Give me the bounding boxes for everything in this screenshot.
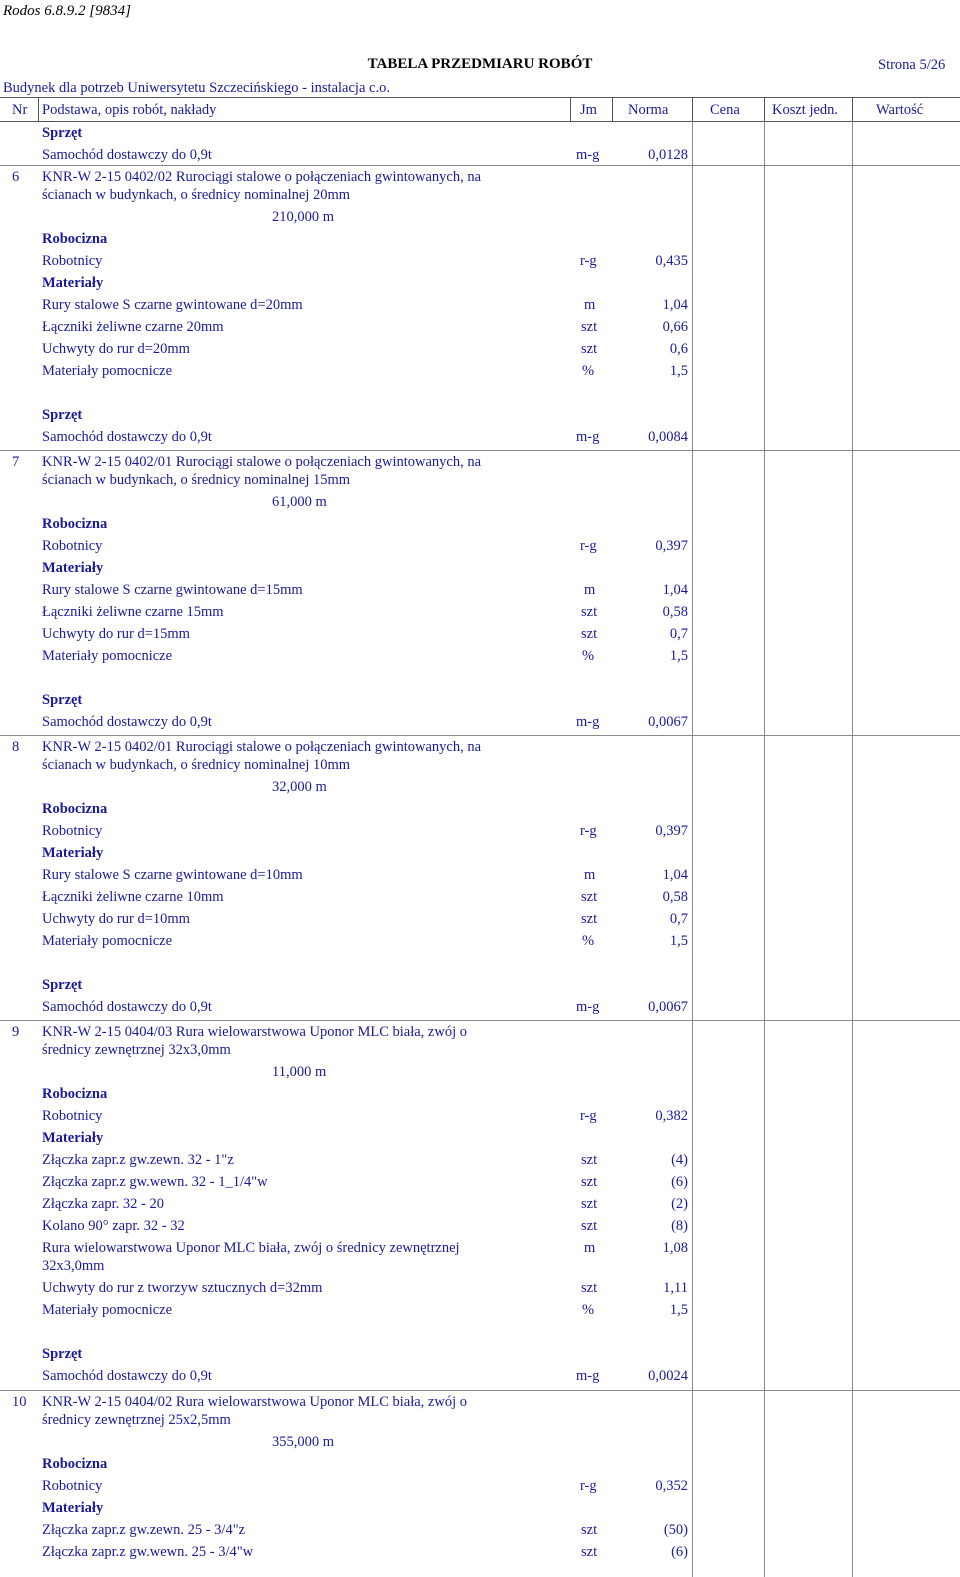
material-jm: % [582,363,595,379]
section-sprzet: Sprzęt [42,692,83,708]
col-sep-cena [692,121,693,1577]
material-name: Uchwyty do rur z tworzyw sztucznych d=32mm [42,1280,323,1296]
material-norma: (8) [671,1218,688,1234]
material-name: Złączka zapr. 32 - 20 [42,1196,164,1212]
material-jm: szt [581,319,598,335]
material-name: Materiały pomocnicze [42,933,173,949]
header-sep [570,97,571,121]
material-jm: szt [581,341,598,357]
eq-item: Samochód dostawczy do 0,9t [42,999,212,1015]
material-name: Łączniki żeliwne czarne 20mm [42,319,224,335]
material-jm: szt [581,1174,598,1190]
material-norma: (6) [671,1544,688,1560]
labor-jm: r-g [580,823,597,839]
eq-jm: m-g [576,147,600,163]
material-norma: 0,6 [669,341,688,357]
material-norma: 1,04 [662,297,688,313]
section-robocizna: Robocizna [42,516,108,532]
header-sep [692,97,693,121]
section-materialy: Materiały [42,1130,104,1146]
material-norma: 0,7 [669,626,688,642]
labor-norma: 0,382 [655,1108,688,1124]
col-cena: Cena [710,102,740,118]
material-jm: % [582,648,595,664]
position-rule [0,1390,960,1391]
document-title: TABELA PRZEDMIARU ROBÓT [367,56,593,72]
header-sep [852,97,853,121]
material-name-cont: 32x3,0mm [42,1258,105,1274]
position-desc-line2: ścianach w budynkach, o średnicy nominalnej 10mm [42,757,351,773]
eq-jm: m-g [576,1368,600,1384]
header-top-rule [0,97,960,98]
section-robocizna: Robocizna [42,1086,108,1102]
position-quantity: 61,000 m [272,494,327,510]
labor-item: Robotnicy [42,823,103,839]
labor-norma: 0,352 [655,1478,688,1494]
material-jm: szt [581,911,598,927]
material-norma: 1,04 [662,582,688,598]
eq-jm: m-g [576,429,600,445]
col-nr: Nr [12,102,28,118]
col-koszt: Koszt jedn. [772,102,839,118]
material-norma: (6) [671,1174,688,1190]
col-jm: Jm [580,102,597,118]
material-norma: 1,5 [669,363,688,379]
position-number: 7 [12,454,20,470]
material-jm: m [584,867,596,883]
position-desc-line1: KNR-W 2-15 0402/01 Rurociągi stalowe o połączeniach gwintowanych, na [42,739,482,755]
labor-jm: r-g [580,1108,597,1124]
eq-norma: 0,0128 [648,147,688,163]
section-robocizna: Robocizna [42,801,108,817]
material-name: Złączka zapr.z gw.zewn. 25 - 3/4"z [42,1522,246,1538]
position-rule [0,735,960,736]
position-quantity: 210,000 m [272,209,335,225]
material-name: Rura wielowarstwowa Uponor MLC biała, zwój o średnicy zewnętrznej [42,1240,460,1256]
material-norma: 0,58 [662,889,688,905]
material-name: Uchwyty do rur d=15mm [42,626,190,642]
section-sprzet: Sprzęt [42,977,83,993]
material-norma: 1,5 [669,648,688,664]
material-jm: szt [581,626,598,642]
eq-item: Samochód dostawczy do 0,9t [42,429,212,445]
position-rule [0,165,960,166]
section-sprzet: Sprzęt [42,407,83,423]
material-name: Złączka zapr.z gw.wewn. 32 - 1_1/4"w [42,1174,268,1190]
eq-item: Samochód dostawczy do 0,9t [42,147,212,163]
header-sep [38,97,39,121]
material-jm: m [584,297,596,313]
labor-norma: 0,435 [655,253,688,269]
labor-norma: 0,397 [655,823,688,839]
eq-item: Samochód dostawczy do 0,9t [42,714,212,730]
section-materialy: Materiały [42,1500,104,1516]
col-sep-wartosc [852,121,853,1577]
material-name: Rury stalowe S czarne gwintowane d=20mm [42,297,303,313]
position-number: 6 [12,169,20,185]
position-desc-line1: KNR-W 2-15 0402/01 Rurociągi stalowe o połączeniach gwintowanych, na [42,454,482,470]
material-name: Materiały pomocnicze [42,363,173,379]
material-jm: % [582,1302,595,1318]
labor-item: Robotnicy [42,538,103,554]
eq-norma: 0,0024 [648,1368,688,1384]
material-jm: szt [581,1218,598,1234]
material-name: Złączka zapr.z gw.zewn. 32 - 1"z [42,1152,234,1168]
eq-jm: m-g [576,999,600,1015]
labor-jm: r-g [580,253,597,269]
position-quantity: 11,000 m [272,1064,327,1080]
labor-jm: r-g [580,538,597,554]
material-jm: szt [581,1522,598,1538]
col-sep-koszt [764,121,765,1577]
material-norma: 0,58 [662,604,688,620]
position-number: 10 [12,1394,27,1410]
position-number: 8 [12,739,20,755]
page-number: Strona 5/26 [878,57,946,73]
material-jm: szt [581,1196,598,1212]
material-jm: m [584,1240,596,1256]
labor-norma: 0,397 [655,538,688,554]
material-name: Łączniki żeliwne czarne 15mm [42,604,224,620]
position-desc-line2: ścianach w budynkach, o średnicy nominalnej 20mm [42,187,351,203]
material-norma: 0,7 [669,911,688,927]
section-robocizna: Robocizna [42,1456,108,1472]
program-version: Rodos 6.8.9.2 [9834] [3,3,131,19]
labor-jm: r-g [580,1478,597,1494]
material-name: Łączniki żeliwne czarne 10mm [42,889,224,905]
section-robocizna: Robocizna [42,231,108,247]
material-jm: m [584,582,596,598]
material-name: Rury stalowe S czarne gwintowane d=10mm [42,867,303,883]
labor-item: Robotnicy [42,1108,103,1124]
position-rule [0,1020,960,1021]
header-bottom-rule [0,121,960,122]
material-norma: 1,04 [662,867,688,883]
section-materialy: Materiały [42,845,104,861]
material-norma: 1,5 [669,933,688,949]
material-jm: szt [581,1152,598,1168]
material-norma: (50) [663,1522,688,1538]
col-wartosc: Wartość [876,102,924,118]
material-jm: % [582,933,595,949]
eq-norma: 0,0067 [648,999,688,1015]
section-sprzet: Sprzęt [42,1346,83,1362]
col-desc: Podstawa, opis robót, nakłady [42,102,217,118]
material-norma: 0,66 [662,319,688,335]
position-quantity: 32,000 m [272,779,327,795]
position-desc-line1: KNR-W 2-15 0404/02 Rura wielowarstwowa Uponor MLC biała, zwój o [42,1394,467,1410]
eq-norma: 0,0084 [648,429,688,445]
material-norma: (2) [671,1196,688,1212]
material-name: Uchwyty do rur d=20mm [42,341,190,357]
material-name: Kolano 90° zapr. 32 - 32 [42,1218,185,1234]
material-jm: szt [581,1544,598,1560]
material-jm: szt [581,604,598,620]
position-desc-line2: średnicy zewnętrznej 32x3,0mm [42,1042,231,1058]
header-sep [764,97,765,121]
material-name: Materiały pomocnicze [42,648,173,664]
eq-norma: 0,0067 [648,714,688,730]
position-number: 9 [12,1024,20,1040]
material-name: Złączka zapr.z gw.wewn. 25 - 3/4"w [42,1544,254,1560]
position-desc-line2: ścianach w budynkach, o średnicy nominalnej 15mm [42,472,351,488]
col-norma: Norma [628,102,669,118]
material-name: Rury stalowe S czarne gwintowane d=15mm [42,582,303,598]
eq-jm: m-g [576,714,600,730]
position-rule [0,450,960,451]
material-norma: 1,08 [662,1240,688,1256]
material-norma: 1,5 [669,1302,688,1318]
material-norma: 1,11 [663,1280,688,1296]
section-materialy: Materiały [42,275,104,291]
material-name: Uchwyty do rur d=10mm [42,911,190,927]
position-desc-line1: KNR-W 2-15 0402/02 Rurociągi stalowe o połączeniach gwintowanych, na [42,169,482,185]
project-name: Budynek dla potrzeb Uniwersytetu Szczecińskiego - instalacja c.o. [3,80,390,96]
material-name: Materiały pomocnicze [42,1302,173,1318]
section-sprzet: Sprzęt [42,125,83,141]
labor-item: Robotnicy [42,1478,103,1494]
eq-item: Samochód dostawczy do 0,9t [42,1368,212,1384]
material-jm: szt [581,889,598,905]
labor-item: Robotnicy [42,253,103,269]
material-jm: szt [581,1280,598,1296]
position-quantity: 355,000 m [272,1434,335,1450]
position-desc-line1: KNR-W 2-15 0404/03 Rura wielowarstwowa Uponor MLC biała, zwój o [42,1024,467,1040]
position-desc-line2: średnicy zewnętrznej 25x2,5mm [42,1412,231,1428]
header-sep [612,97,613,121]
section-materialy: Materiały [42,560,104,576]
material-norma: (4) [671,1152,688,1168]
